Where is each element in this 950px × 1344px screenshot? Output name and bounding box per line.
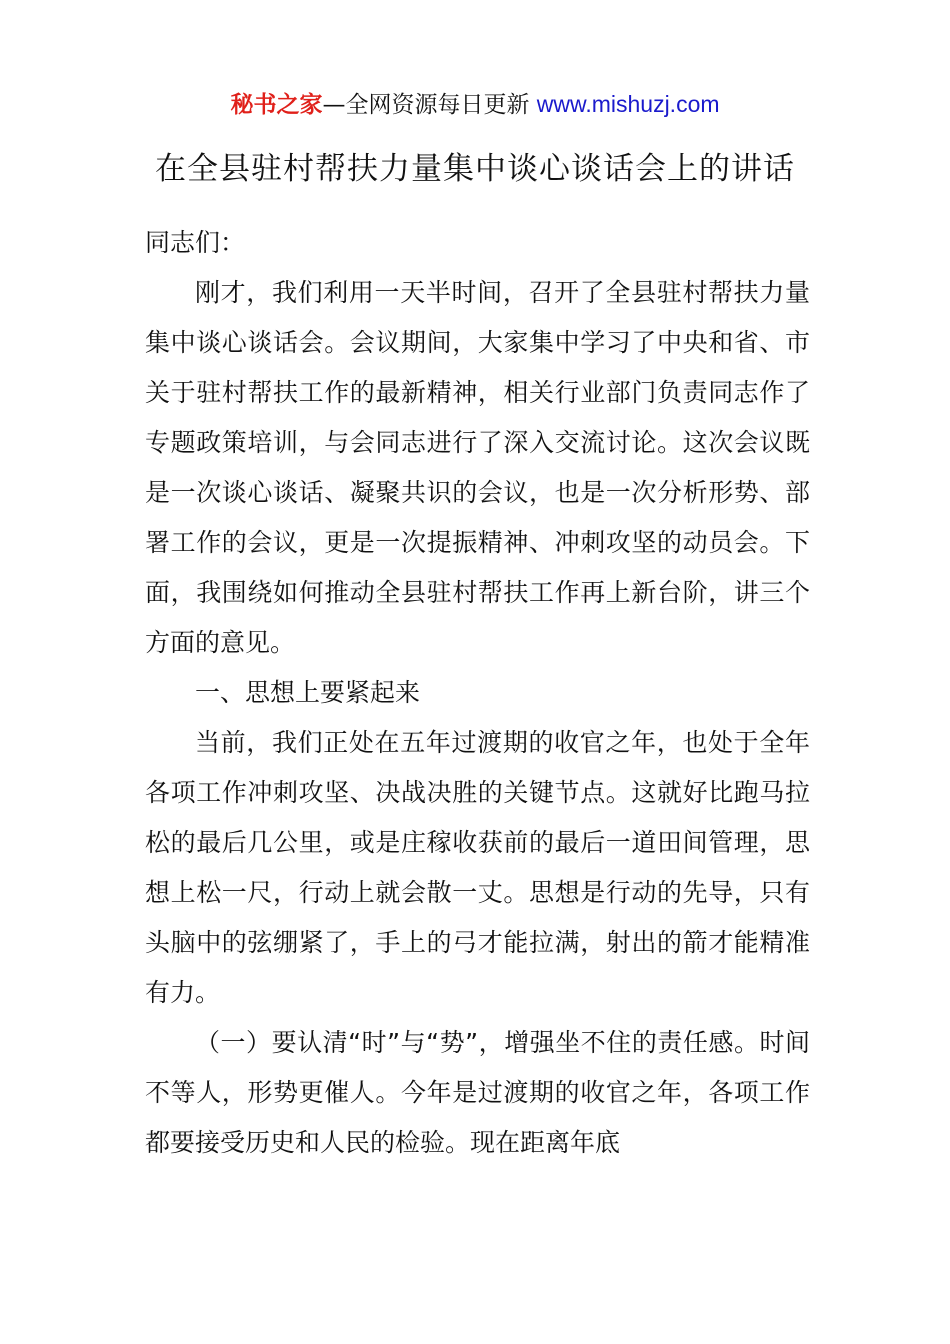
section-heading: 一、思想上要紧起来	[195, 678, 421, 707]
salutation: 同志们：	[145, 228, 246, 257]
brand-name: 秘书之家	[230, 92, 323, 118]
paragraph: （一）要认清“时”与“势”，增强坐不住的责任感。时间不等人，形势更催人。今年是过渡期的收官之年，各项工作都要接受历史和人民的检验。现在距离年底	[145, 1028, 810, 1157]
document-title: 在全县驻村帮扶力量集中谈心谈话会上的讲话	[155, 151, 795, 187]
site-url[interactable]: www.mishuzj.com	[536, 91, 720, 117]
header-tagline: —全网资源每日更新	[322, 92, 530, 118]
paragraph: 当前，我们正处在五年过渡期的收官之年，也处于全年各项工作冲刺攻坚、决战决胜的关键节点。这就好比跑马拉松的最后几公里，或是庄稼收获前的最后一道田间管理，思想上松一尺，行动上就会散一丈。思想是行动的先导，只有头脑中的弦绷紧了，手上的弓才能拉满，射出的箭才能精准有力。	[145, 728, 810, 1007]
paragraph: 刚才，我们利用一天半时间，召开了全县驻村帮扶力量集中谈心谈话会。会议期间，大家集中学习了中央和省、市关于驻村帮扶工作的最新精神，相关行业部门负责同志作了专题政策培训，与会同志进行了深入交流讨论。这次会议既是一次谈心谈话、凝聚共识的会议，也是一次分析形势、部署工作的会议，更是一次提振精神、冲刺攻坚的动员会。下面，我围绕如何推动全县驻村帮扶工作再上新台阶，讲三个方面的意见。	[145, 278, 810, 657]
site-header	[0, 86, 950, 123]
document-body	[145, 218, 810, 1168]
